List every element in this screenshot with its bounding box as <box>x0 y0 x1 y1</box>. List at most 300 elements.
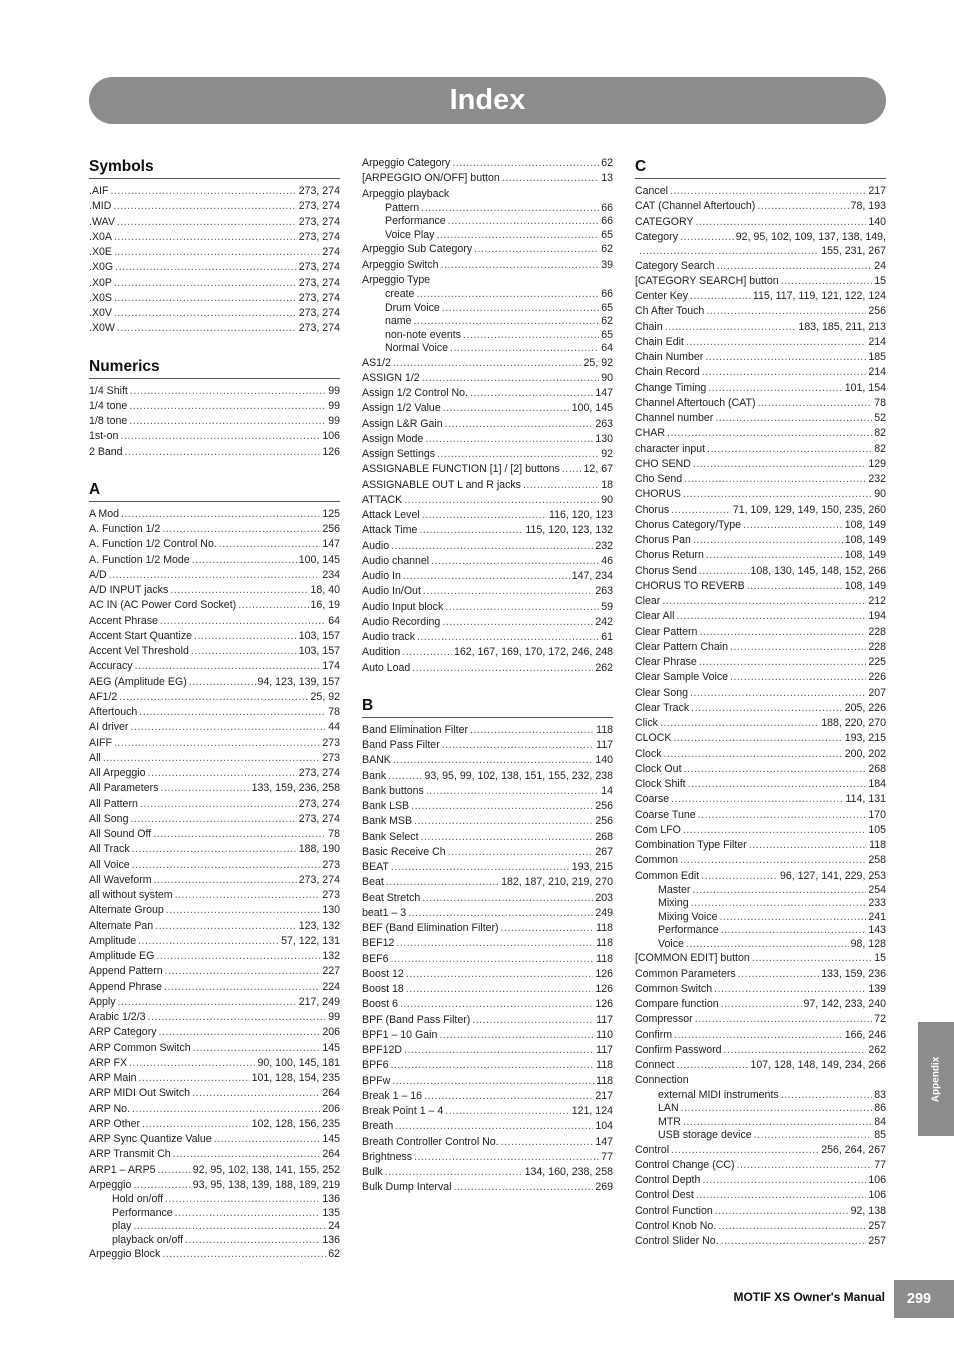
entry-pages: 273, 274 <box>298 307 340 319</box>
entry-term: BEF6 <box>362 952 389 965</box>
index-entry <box>89 245 340 260</box>
entry-pages: 129 <box>868 457 886 470</box>
dot-leader <box>103 751 321 766</box>
entry-pages: 147 <box>322 538 340 551</box>
entry-pages: 64 <box>601 342 613 354</box>
entry-term: BPF1 – 10 Gain <box>362 1028 438 1041</box>
dot-leader <box>140 797 297 812</box>
entry-pages: 155, 231, 267 <box>821 245 886 257</box>
entry-term: Control Knob No. <box>635 1219 717 1232</box>
index-column-3 <box>635 156 886 1249</box>
index-entry <box>635 1204 886 1219</box>
index-entry <box>89 583 340 598</box>
entry-term: Chorus <box>635 503 670 516</box>
entry-pages: 264 <box>322 1148 340 1161</box>
entry-pages: 59 <box>601 600 613 613</box>
dot-leader <box>448 215 600 229</box>
index-entry <box>635 350 886 365</box>
entry-pages: 103, 157 <box>298 645 340 657</box>
entry-term: character input <box>635 442 706 455</box>
dot-leader <box>130 384 326 399</box>
dot-leader <box>683 1116 872 1130</box>
page-number: 299 <box>906 1291 932 1307</box>
entry-pages: 126 <box>595 998 613 1011</box>
entry-term: Channel number <box>635 412 714 424</box>
index-entry <box>362 845 613 860</box>
entry-term: Connection <box>635 1074 689 1087</box>
entry-pages: 62 <box>601 157 613 169</box>
index-entry <box>362 645 613 660</box>
dot-leader <box>385 1165 523 1180</box>
index-entry <box>89 321 340 336</box>
index-subentry <box>635 924 886 938</box>
entry-term: non-note events <box>385 328 461 341</box>
index-entry <box>89 445 340 460</box>
dot-leader <box>408 906 593 921</box>
appendix-side-tab <box>918 1022 954 1136</box>
index-entry <box>635 967 886 982</box>
entry-pages: 94, 123, 139, 157 <box>257 675 340 688</box>
entry-pages: 249 <box>595 906 613 919</box>
index-entry <box>362 615 613 630</box>
dot-leader <box>441 258 600 273</box>
entry-term: create <box>385 288 415 300</box>
entry-term: 2 Band <box>89 445 123 458</box>
entry-term: .X0A <box>89 230 112 243</box>
index-entry <box>635 792 886 807</box>
entry-term: Alternate Group <box>89 904 164 917</box>
dot-leader <box>702 1173 866 1188</box>
entry-pages: 61 <box>601 631 613 643</box>
dot-leader <box>402 645 452 660</box>
index-subentry <box>89 1193 340 1207</box>
dot-leader <box>676 609 866 624</box>
entry-term: Audio track <box>362 631 415 643</box>
dot-leader <box>175 888 321 903</box>
dot-leader <box>118 995 297 1010</box>
entry-term: CHAR <box>635 427 666 440</box>
dot-leader <box>670 184 866 199</box>
index-entry <box>635 869 886 884</box>
entry-term: 1st-on <box>89 430 119 443</box>
dot-leader <box>114 230 297 245</box>
entry-term: Clear Pattern Chain <box>635 640 729 653</box>
entry-pages: 101, 154 <box>844 381 886 394</box>
entry-pages: 225 <box>868 656 886 668</box>
dot-leader <box>416 288 599 302</box>
entry-pages: 126 <box>595 983 613 995</box>
index-entry <box>362 356 613 371</box>
index-entry <box>89 934 340 949</box>
dot-leader <box>421 830 594 845</box>
section-heading: C <box>635 156 886 179</box>
index-entry <box>362 401 613 416</box>
entry-pages: 264 <box>322 1087 340 1100</box>
dot-leader <box>698 808 867 823</box>
dot-leader <box>671 792 843 807</box>
entry-pages: 273, 274 <box>298 261 340 274</box>
index-entry <box>89 522 340 537</box>
dot-leader <box>424 1089 593 1104</box>
entry-term: Amplitude EG <box>89 950 155 962</box>
entry-term: Clear <box>635 595 661 607</box>
entry-pages: 123, 132 <box>298 919 340 932</box>
index-entry <box>635 951 886 966</box>
entry-term: ARP MIDI Out Switch <box>89 1087 191 1100</box>
index-entry <box>362 273 613 288</box>
entry-term: All Voice <box>89 858 130 871</box>
entry-term: [CATEGORY SEARCH] button <box>635 274 779 287</box>
entry-pages: 118 <box>596 1074 613 1087</box>
entry-term: Ch After Touch <box>635 305 705 318</box>
index-entry <box>89 1163 340 1178</box>
index-entry <box>635 215 886 230</box>
dot-leader <box>523 478 599 493</box>
dot-leader <box>699 655 866 670</box>
entry-term: Common Switch <box>635 982 713 995</box>
entry-pages: 106 <box>868 1189 886 1202</box>
entry-term: Pattern <box>385 201 420 214</box>
entry-term: Audio In/Out <box>362 585 421 598</box>
index-entry <box>362 630 613 645</box>
dot-leader <box>160 614 326 629</box>
entry-term: AI driver <box>89 721 129 734</box>
entry-term: Chain Record <box>635 366 700 379</box>
dot-leader <box>695 1012 873 1027</box>
dot-leader <box>470 723 594 738</box>
index-entry <box>635 762 886 777</box>
entry-term: AS1/2 <box>362 356 391 369</box>
index-entry <box>635 686 886 701</box>
entry-pages: 256 <box>595 815 613 828</box>
dot-leader <box>130 812 296 827</box>
index-entry <box>362 1104 613 1119</box>
entry-pages: 214 <box>868 335 886 348</box>
entry-pages: 273, 274 <box>298 276 340 289</box>
dot-leader <box>392 1074 594 1089</box>
dot-leader <box>109 568 321 583</box>
entry-pages: 98, 128 <box>850 937 886 950</box>
entry-pages: 188, 220, 270 <box>821 717 886 729</box>
entry-pages: 93, 95, 99, 102, 138, 151, 155, 232, 238 <box>424 769 613 782</box>
entry-pages: 206 <box>322 1102 340 1115</box>
index-entry <box>89 1086 340 1101</box>
dot-leader <box>754 1129 873 1143</box>
index-entry <box>635 997 886 1012</box>
dot-leader <box>684 472 866 487</box>
dot-leader <box>695 215 866 230</box>
entry-term: [COMMON EDIT] button <box>635 952 750 965</box>
dot-leader <box>724 1043 867 1058</box>
dot-leader <box>422 508 547 523</box>
entry-term: Connect <box>635 1059 675 1071</box>
entry-term: Chorus Category/Type <box>635 518 741 531</box>
entry-pages: 143 <box>868 924 886 937</box>
index-entry <box>362 1180 613 1195</box>
entry-pages: 212 <box>868 595 886 607</box>
dot-leader <box>414 814 593 829</box>
entry-pages: 92, 138 <box>850 1204 886 1217</box>
entry-term: [ARPEGGIO ON/OFF] button <box>362 172 500 185</box>
entry-pages: 273, 274 <box>298 230 340 243</box>
entry-pages: 145 <box>322 1041 340 1054</box>
entry-pages: 227 <box>322 965 340 978</box>
index-entry <box>362 569 613 584</box>
entry-term: Accent Start Quantize <box>89 629 193 642</box>
entry-pages: 273, 274 <box>298 873 340 886</box>
entry-pages: 273, 274 <box>298 215 340 228</box>
index-entry <box>635 1143 886 1158</box>
entry-term: ASSIGNABLE OUT L and R jacks <box>362 478 521 491</box>
entry-pages: 203 <box>595 891 613 904</box>
dot-leader <box>454 1180 594 1195</box>
dot-leader <box>781 1089 873 1103</box>
dot-leader <box>166 903 321 918</box>
dot-leader <box>192 553 297 568</box>
index-entry <box>362 171 613 186</box>
dot-leader <box>426 784 599 799</box>
dot-leader <box>442 738 594 753</box>
index-entry <box>635 1028 886 1043</box>
entry-pages: 242 <box>595 615 613 628</box>
entry-pages: 66 <box>601 288 613 300</box>
entry-term: Arpeggio playback <box>362 187 450 200</box>
entry-term: Audio <box>362 539 390 552</box>
index-entry <box>635 655 886 670</box>
dot-leader <box>164 980 320 995</box>
entry-pages: 18 <box>601 478 613 491</box>
entry-term: Mixing <box>658 897 689 910</box>
entry-pages: 139 <box>868 982 886 995</box>
entry-term: Arpeggio Type <box>362 273 431 286</box>
dot-leader <box>403 569 570 584</box>
entry-term: CAT (Channel Aftertouch) <box>635 200 756 213</box>
entry-pages: 108, 149 <box>844 549 886 562</box>
index-entry <box>89 675 340 690</box>
entry-pages: 65 <box>601 301 613 314</box>
dot-leader <box>445 1104 569 1119</box>
entry-pages: 99 <box>328 415 340 427</box>
dot-leader <box>671 503 731 518</box>
dot-leader <box>114 291 297 306</box>
index-entry <box>362 1150 613 1165</box>
index-subentry <box>362 215 613 229</box>
index-subentry <box>635 911 886 925</box>
entry-term: Append Phrase <box>89 980 163 993</box>
entry-pages: 145 <box>322 1133 340 1145</box>
dot-leader <box>674 1028 843 1043</box>
entry-term: ARP Main <box>89 1072 137 1084</box>
entry-term: .AIF <box>89 185 109 197</box>
dot-leader <box>706 548 843 563</box>
index-entry <box>362 799 613 814</box>
index-entry-continuation <box>635 245 886 259</box>
dot-leader <box>472 1013 594 1028</box>
index-entry <box>635 457 886 472</box>
dot-leader <box>699 625 866 640</box>
index-entry <box>635 199 886 214</box>
entry-term: Performance <box>112 1206 173 1219</box>
index-entry <box>635 230 886 245</box>
entry-term: Control Slider No. <box>635 1235 719 1247</box>
entry-term: Com LFO <box>635 823 681 836</box>
index-entry <box>89 507 340 522</box>
entry-term: Accent Phrase <box>89 614 158 627</box>
index-entry <box>89 690 340 705</box>
index-entry <box>89 903 340 918</box>
index-entry <box>89 276 340 291</box>
index-column-1 <box>89 156 340 1262</box>
entry-term: A Mod <box>89 507 120 520</box>
entry-term: Chain <box>635 320 663 333</box>
entry-pages: 267 <box>595 845 613 858</box>
index-entry <box>89 614 340 629</box>
dot-leader <box>691 897 867 911</box>
entry-term: .X0S <box>89 291 112 304</box>
dot-leader <box>667 426 872 441</box>
entry-pages: 184 <box>868 778 886 790</box>
entry-pages: 77 <box>874 1158 886 1171</box>
dot-leader <box>414 1150 599 1165</box>
dot-leader <box>437 447 599 462</box>
index-entry <box>635 335 886 350</box>
index-entry <box>89 659 340 674</box>
entry-pages: 140 <box>595 754 613 767</box>
index-entry <box>635 564 886 579</box>
dot-leader <box>406 982 593 997</box>
index-entry <box>89 964 340 979</box>
dot-leader <box>706 304 866 319</box>
entry-term: Bulk Dump Interval <box>362 1181 452 1194</box>
dot-leader <box>114 245 320 260</box>
entry-pages: 256, 264, 267 <box>821 1143 886 1156</box>
entry-pages: 121, 124 <box>571 1105 613 1117</box>
entry-term: Arpeggio <box>89 1178 132 1191</box>
entry-term: ASSIGN 1/2 <box>362 371 420 384</box>
index-entry <box>89 399 340 414</box>
entry-term: Basic Receive Ch <box>362 845 446 858</box>
index-entry <box>362 1013 613 1028</box>
dot-leader <box>470 386 593 401</box>
dot-leader <box>412 661 593 676</box>
entry-pages: 108, 130, 145, 148, 152, 266 <box>750 564 886 577</box>
entry-pages: 274 <box>322 246 340 258</box>
entry-term: ARP Common Switch <box>89 1041 191 1054</box>
entry-pages: 234 <box>322 568 340 581</box>
entry-pages: 78 <box>328 706 340 718</box>
dot-leader <box>189 675 256 690</box>
index-entry <box>362 997 613 1012</box>
entry-term: Control Dest <box>635 1189 694 1202</box>
dot-leader <box>781 274 873 289</box>
entry-term: Accuracy <box>89 660 133 673</box>
index-entry <box>89 1041 340 1056</box>
index-entry <box>635 1158 886 1173</box>
entry-term: Common Edit <box>635 869 700 882</box>
entry-term: All Waveform <box>89 873 152 886</box>
entry-pages: 108, 149 <box>844 579 886 592</box>
entry-term: Clock <box>635 747 662 760</box>
entry-pages: 206 <box>322 1026 340 1039</box>
dot-leader <box>129 414 326 429</box>
index-entry <box>362 769 613 784</box>
entry-pages: 82 <box>874 442 886 455</box>
entry-term: BEF12 <box>362 937 395 950</box>
entry-term: Confirm <box>635 1028 673 1041</box>
dot-leader <box>153 827 326 842</box>
index-entry <box>89 720 340 735</box>
entry-pages: 100, 145 <box>298 553 340 566</box>
entry-pages: 268 <box>595 830 613 843</box>
entry-term: Alternate Pan <box>89 919 154 932</box>
index-entry <box>89 995 340 1010</box>
index-entry <box>635 518 886 533</box>
index-entry <box>362 891 613 906</box>
entry-pages: 103, 157 <box>298 629 340 642</box>
dot-leader <box>119 690 308 705</box>
entry-pages: 90 <box>601 493 613 506</box>
dot-leader <box>162 522 320 537</box>
entry-pages: 57, 122, 131 <box>281 934 340 947</box>
index-entry <box>89 1247 340 1262</box>
dot-leader <box>705 350 866 365</box>
index-entry <box>89 1056 340 1071</box>
entry-term: ARP Transmit Ch <box>89 1148 171 1161</box>
entry-term: BEF (Band Elimination Filter) <box>362 922 499 934</box>
entry-pages: 62 <box>328 1248 340 1260</box>
index-entry <box>89 781 340 796</box>
dot-leader <box>681 1102 873 1116</box>
entry-pages: 39 <box>601 258 613 271</box>
index-entry <box>635 274 886 289</box>
index-entry <box>89 306 340 321</box>
page-number-box <box>894 1280 954 1318</box>
dot-leader <box>719 911 866 925</box>
dot-leader <box>422 891 593 906</box>
index-entry <box>635 259 886 274</box>
index-entry <box>362 478 613 493</box>
index-entry <box>635 184 886 199</box>
dot-leader <box>170 583 308 598</box>
index-entry <box>362 814 613 829</box>
entry-pages: 228 <box>868 625 886 638</box>
entry-pages: 44 <box>328 721 340 734</box>
dot-leader <box>688 777 867 792</box>
title-banner <box>89 77 886 124</box>
index-column-2 <box>362 156 613 1196</box>
index-entry <box>635 670 886 685</box>
index-entry <box>362 860 613 875</box>
page-title: Index <box>449 84 526 116</box>
entry-pages: 104 <box>595 1120 613 1133</box>
entry-term: Chain Edit <box>635 335 684 348</box>
dot-leader <box>132 1102 320 1117</box>
index-entry <box>635 777 886 792</box>
dot-leader <box>414 315 600 329</box>
entry-term: Performance <box>658 924 719 937</box>
entry-pages: 16, 19 <box>310 599 340 612</box>
entry-term: Cancel <box>635 185 668 197</box>
dot-leader <box>448 845 594 860</box>
dot-leader <box>693 533 843 548</box>
entry-pages: 193, 215 <box>571 861 613 873</box>
entry-pages: 52 <box>874 412 886 424</box>
index-entry <box>89 705 340 720</box>
entry-term: Band Elimination Filter <box>362 723 468 736</box>
dot-leader <box>114 306 297 321</box>
dot-leader <box>431 554 599 569</box>
index-entry <box>89 1178 340 1193</box>
